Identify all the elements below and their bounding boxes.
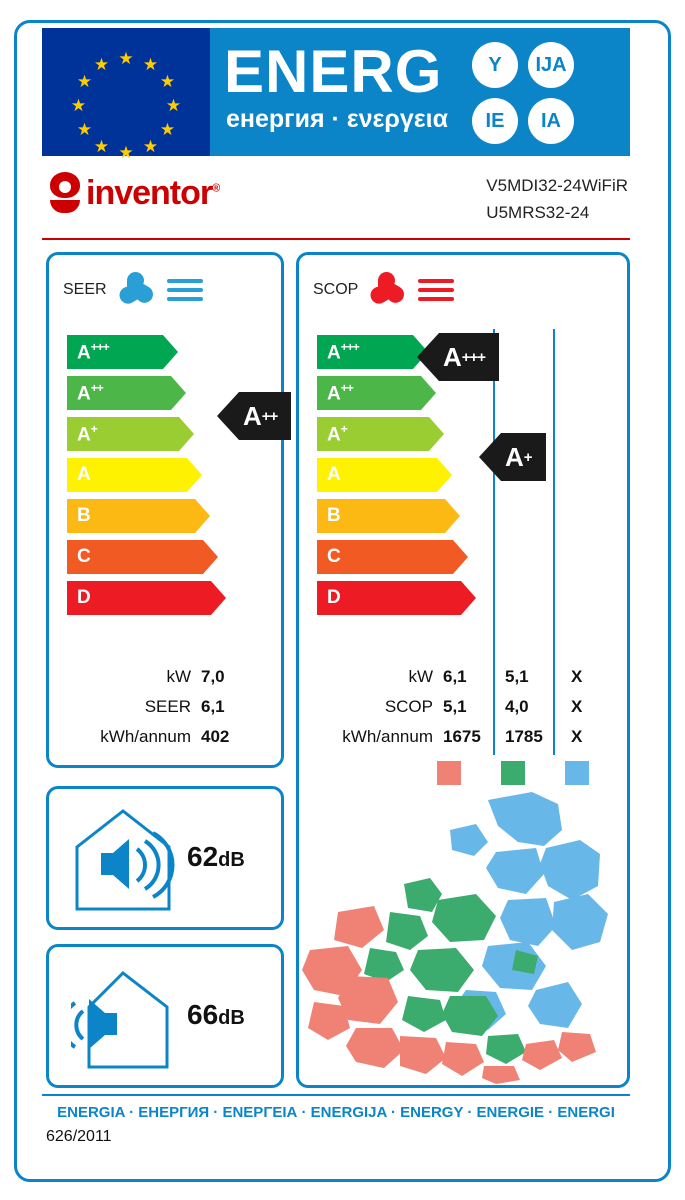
season-swatch-warm: [437, 761, 461, 785]
cooling-rating-arrow: A ++: [217, 392, 291, 440]
lang-circle-y: Y: [472, 42, 518, 88]
class-bar-a: A: [317, 458, 359, 492]
lang-circle-ie: IE: [472, 98, 518, 144]
flag-star: ★: [165, 96, 182, 115]
class-bar-a3: A+++: [67, 335, 109, 369]
language-circles: [472, 42, 612, 146]
flag-star: ★: [118, 49, 134, 68]
class-bar-a2: A++: [67, 376, 109, 410]
class-bar-c: C: [317, 540, 359, 574]
flag-star: ★: [76, 72, 93, 91]
trademark-symbol: ®: [212, 182, 220, 195]
lang-circle-ia: IA: [528, 98, 574, 144]
energ-subtext: енергия · ενεργεια: [226, 105, 448, 133]
model-outdoor: U5MRS32-24: [486, 203, 590, 222]
eu-flag-icon: [42, 28, 210, 162]
class-bar-a1: A+: [317, 417, 359, 451]
class-bar-d: D: [67, 581, 109, 615]
class-bar-d: D: [317, 581, 359, 615]
inventor-mark-icon: [48, 172, 82, 214]
divider-blue: [42, 1094, 630, 1096]
energy-banner: [42, 28, 630, 162]
class-bar-c: C: [67, 540, 109, 574]
flag-star: ★: [142, 55, 159, 74]
season-swatch-average: [501, 761, 525, 785]
flag-star: ★: [142, 137, 159, 156]
outdoor-noise-icon: [71, 963, 175, 1075]
flag-star: ★: [93, 55, 110, 74]
heating-mode-label: SCOP: [313, 281, 359, 298]
europe-climate-zones-map: [300, 790, 624, 1084]
heating-class-scale: [317, 335, 359, 622]
outdoor-noise-value: 66dB: [187, 999, 245, 1030]
flag-star: ★: [93, 137, 110, 156]
value-row: kW 6,1 5,1 X: [408, 667, 583, 686]
value-row: kW 7,0: [166, 667, 225, 686]
class-bar-a2: A++: [317, 376, 359, 410]
class-bar-a1: A+: [67, 417, 109, 451]
cooling-panel: [46, 252, 284, 768]
fan-icon: [115, 269, 157, 311]
indoor-noise-icon: [71, 805, 175, 917]
heating-rating-average: A +: [479, 433, 546, 481]
cooling-values: [59, 667, 271, 757]
class-bar-b: B: [317, 499, 359, 533]
energy-wordmark: [210, 28, 630, 156]
flag-star: ★: [159, 120, 176, 139]
cooling-mode-label: SEER: [63, 281, 107, 298]
heating-rating-warm: A +++: [417, 333, 499, 381]
model-indoor: V5MDI32-24WiFiR: [486, 176, 628, 195]
indoor-noise-panel: [46, 786, 284, 930]
fan-icon: [366, 269, 408, 311]
lang-circle-ija: IJA: [528, 42, 574, 88]
brand-row: [42, 168, 630, 230]
flag-star: ★: [76, 120, 93, 139]
class-bar-a3: A+++: [317, 335, 359, 369]
divider-red: [42, 238, 630, 240]
footer-languages: ENERGIA · ЕНЕРГИЯ · ΕΝΕΡΓΕΙΑ · ENERGIJA · ENERGY · ENERGIE · ENERGI: [57, 1104, 615, 1121]
flag-star: ★: [70, 96, 87, 115]
model-codes: [486, 172, 628, 226]
season-swatch-cold: [565, 761, 589, 785]
outdoor-noise-panel: [46, 944, 284, 1088]
brand-name: [86, 174, 219, 213]
flag-star: ★: [159, 72, 176, 91]
cooling-class-scale: [67, 335, 109, 622]
indoor-noise-value: 62dB: [187, 841, 245, 872]
class-bar-b: B: [67, 499, 109, 533]
flag-star: ★: [118, 143, 134, 162]
class-bar-a: A: [67, 458, 109, 492]
cooling-header: [63, 269, 207, 311]
value-row: SEER 6,1: [144, 697, 225, 716]
brand-name-text: inventor: [86, 173, 213, 212]
heat-waves-icon: [416, 273, 458, 307]
footer-regulation: 626/2011: [46, 1128, 112, 1145]
air-waves-icon: [165, 273, 207, 307]
inventor-logo: [48, 170, 219, 216]
value-row: SCOP 5,1 4,0 X: [384, 697, 583, 716]
value-row: kWh/annum 402: [100, 727, 230, 746]
heating-header: [313, 269, 458, 311]
energ-text: ENERG: [224, 38, 443, 105]
heating-values: [305, 667, 627, 757]
value-row: kWh/annum 1675 1785 X: [342, 727, 583, 746]
